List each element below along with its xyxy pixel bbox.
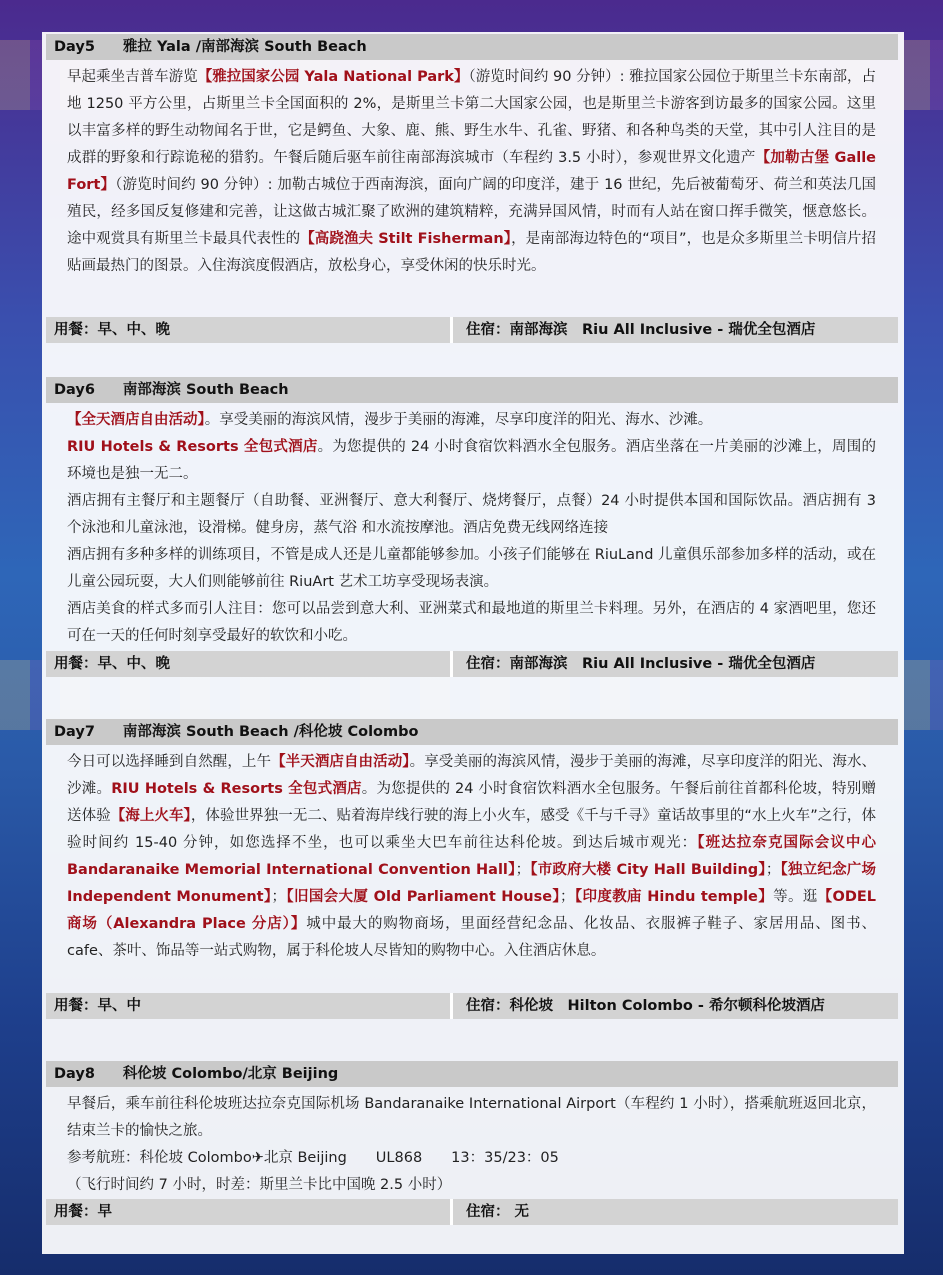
divider <box>450 317 453 343</box>
day8-flight: 参考航班：科伦坡 Colombo✈北京 Beijing UL868 13：35/23：05 <box>67 1150 559 1166</box>
day8-line1: 早餐后，乘车前往科伦坡班达拉奈克国际机场 Bandaranaike International Airport（车程约 1 小时），搭乘航班返回北京，结束兰卡的愉快之旅。 <box>67 1096 876 1139</box>
divider <box>450 993 453 1019</box>
day6-line3: 酒店拥有主餐厅和主题餐厅（自助餐、亚洲餐厅、意大利餐厅、烧烤餐厅，点餐）24 小时提供本国和国际饮品。酒店拥有 3 个泳池和儿童泳池，设滑梯。健身房，蒸气浴 和水流按摩池。酒店免费无线网络连接 <box>67 493 876 536</box>
text: 。享受美丽的海滨风情，漫步于美丽的海滩，尽享印度洋的阳光、海水、沙滩。 <box>67 754 877 797</box>
divider <box>450 1199 453 1225</box>
text: 早起乘坐吉普车游览 <box>67 69 198 85</box>
day5-meals: 用餐：早、中、晚 <box>54 322 170 338</box>
day6-hotel: 住宿：南部海滨 Riu All Inclusive - 瑞优全包酒店 <box>466 656 816 672</box>
day6-line4: 酒店拥有多种多样的训练项目，不管是成人还是儿童都能够参加。小孩子们能够在 RiuLand 儿童俱乐部参加多样的活动，或在儿童公园玩耍，大人们则能够前往 RiuArt 艺术工坊享受现场表演。 <box>67 547 876 590</box>
day8-section <box>46 1061 898 1225</box>
text: （游览时间约 90 分钟）: 雅拉国家公园位于斯里兰卡东南部，占地 1250 平方公里，占斯里兰卡全国面积的 2%，是斯里兰卡第二大国家公园，也是斯里兰卡游客到访最多的国家公园。这里以丰富多样的野生动物闻名于世，它是鳄鱼、大象、鹿、熊、野生水牛、孔雀、野猪、和各种鸟类的天堂，其中引人注目的是成群的野象和行踪诡秘的猎豹。午餐后随后驱车前往南部海滨城市（车程约 3.5 小时），参观世界文化遗产 <box>67 69 877 166</box>
day7-paragraph <box>67 749 876 965</box>
day6-title: 南部海滨 South Beach <box>122 382 289 398</box>
day7-hotel: 住宿：科伦坡 Hilton Colombo - 希尔顿科伦坡酒店 <box>466 998 825 1014</box>
day5-header <box>46 34 898 60</box>
day5-paragraph <box>67 64 876 280</box>
highlight-parliament: 【旧国会大厦 Old Parliament House】 <box>286 889 561 905</box>
text: ； <box>515 862 531 878</box>
text: ，体验世界独一无二、贴着海岸线行驶的海上小火车，感受《千与千寻》童话故事里的“水上火车”之行，体验时间约 15-40 分钟，如您选择不坐，也可以乘坐大巴车前往达科伦坡。到达后城市观光： <box>67 808 877 851</box>
day7-section <box>46 719 898 1019</box>
day6-body <box>46 403 898 651</box>
highlight-riu: RIU Hotels & Resorts 全包式酒店 <box>111 781 362 797</box>
highlight-galle-fort: 【加勒古堡 Galle Fort】 <box>67 150 876 193</box>
highlight-yala: 【雅拉国家公园 Yala National Park】 <box>197 69 469 85</box>
day6-meals: 用餐：早、中、晚 <box>54 656 170 672</box>
divider <box>450 651 453 677</box>
day8-header <box>46 1061 898 1087</box>
day7-body <box>46 745 898 993</box>
day8-hotel: 住宿： 无 <box>466 1204 530 1220</box>
text: ； <box>271 889 287 905</box>
day5-hotel: 住宿：南部海滨 Riu All Inclusive - 瑞优全包酒店 <box>466 322 816 338</box>
day5-label: Day5 <box>54 39 95 55</box>
day8-footer <box>46 1199 898 1225</box>
day5-body <box>46 60 898 317</box>
day6-header <box>46 377 898 403</box>
text: 。享受美丽的海滨风情，漫步于美丽的海滩，尽享印度洋的阳光、海水、沙滩。 <box>204 412 713 428</box>
text: 等。逛 <box>773 889 818 905</box>
day7-header <box>46 719 898 745</box>
text: 城中最大的购物商场，里面经营纪念品、化妆品、衣服裤子鞋子、家居用品、图书、cafe、茶叶、饰品等一站式购物，属于科伦坡人尽皆知的购物中心。入住酒店休息。 <box>67 916 876 959</box>
text: （游览时间约 90 分钟）: 加勒古城位于西南海滨，面向广阔的印度洋，建于 16 世纪，先后被葡萄牙、荷兰和英法几国殖民，经多国反复修建和完善，让这做古城汇聚了欧洲的建筑精粹，充满异国风情，时而有人站在窗口挥手微笑，惬意悠长。途中观赏具有斯里兰卡最具代表性的 <box>67 177 877 247</box>
day8-meals: 用餐：早 <box>54 1204 112 1220</box>
day7-footer <box>46 993 898 1019</box>
day8-title: 科伦坡 Colombo/北京 Beijing <box>122 1066 339 1082</box>
highlight-sea-train: 【海上火车】 <box>110 808 191 824</box>
day8-body <box>46 1087 898 1199</box>
day7-meals: 用餐：早、中 <box>54 998 141 1014</box>
day5-title: 雅拉 Yala /南部海滨 South Beach <box>122 39 367 55</box>
day6-line1 <box>67 407 876 434</box>
day6-label: Day6 <box>54 382 95 398</box>
day5-section <box>46 34 898 343</box>
day8-label: Day8 <box>54 1066 95 1082</box>
text: 。为您提供的 24 小时食宿饮料酒水全包服务。酒店坐落在一片美丽的沙滩上，周围的环境也是独一无二。 <box>67 439 876 482</box>
text: ； <box>560 889 575 905</box>
day6-footer <box>46 651 898 677</box>
text: 。为您提供的 24 小时食宿饮料酒水全包服务。午餐后前往首都科伦坡，特别赠送体验 <box>67 781 877 824</box>
highlight-hindu-temple: 【印度教庙 Hindu temple】 <box>574 889 774 905</box>
highlight-half-day: 【半天酒店自由活动】 <box>271 754 410 770</box>
highlight-independence: 【独立纪念广场 Independent Monument】 <box>67 862 877 905</box>
day7-title: 南部海滨 South Beach /科伦坡 Colombo <box>122 724 419 740</box>
day6-line5: 酒店美食的样式多而引人注目：您可以品尝到意大利、亚洲菜式和最地道的斯里兰卡料理。另外，在酒店的 4 家酒吧里，您还可在一天的任何时刻享受最好的软饮和小吃。 <box>67 601 876 644</box>
text: ； <box>765 862 781 878</box>
day5-footer <box>46 317 898 343</box>
text: ，是南部海边特色的“项目”，也是众多斯里兰卡明信片招贴画最热门的图景。入住海滨度假酒店，放松身心，享受休闲的快乐时光。 <box>67 231 877 274</box>
day7-label: Day7 <box>54 724 95 740</box>
highlight-odel: 【ODEL 商场（Alexandra Place 分店）】 <box>67 889 877 932</box>
day6-section <box>46 377 898 677</box>
highlight-city-hall: 【市政府大楼 City Hall Building】 <box>530 862 766 878</box>
highlight-stilt-fisherman: 【高跷渔夫 Stilt Fisherman】 <box>300 231 512 247</box>
day8-flight-note: （飞行时间约 7 小时，时差：斯里兰卡比中国晚 2.5 小时） <box>67 1177 452 1193</box>
day6-line2 <box>67 434 876 488</box>
text: 今日可以选择睡到自然醒，上午 <box>67 754 272 770</box>
highlight-bmich: 【班达拉奈克国际会议中心 Bandaranaike Memorial International Convention Hall】 <box>67 835 876 878</box>
highlight-free-day: 【全天酒店自由活动】 <box>67 412 205 428</box>
highlight-riu: RIU Hotels & Resorts 全包式酒店 <box>67 439 318 455</box>
